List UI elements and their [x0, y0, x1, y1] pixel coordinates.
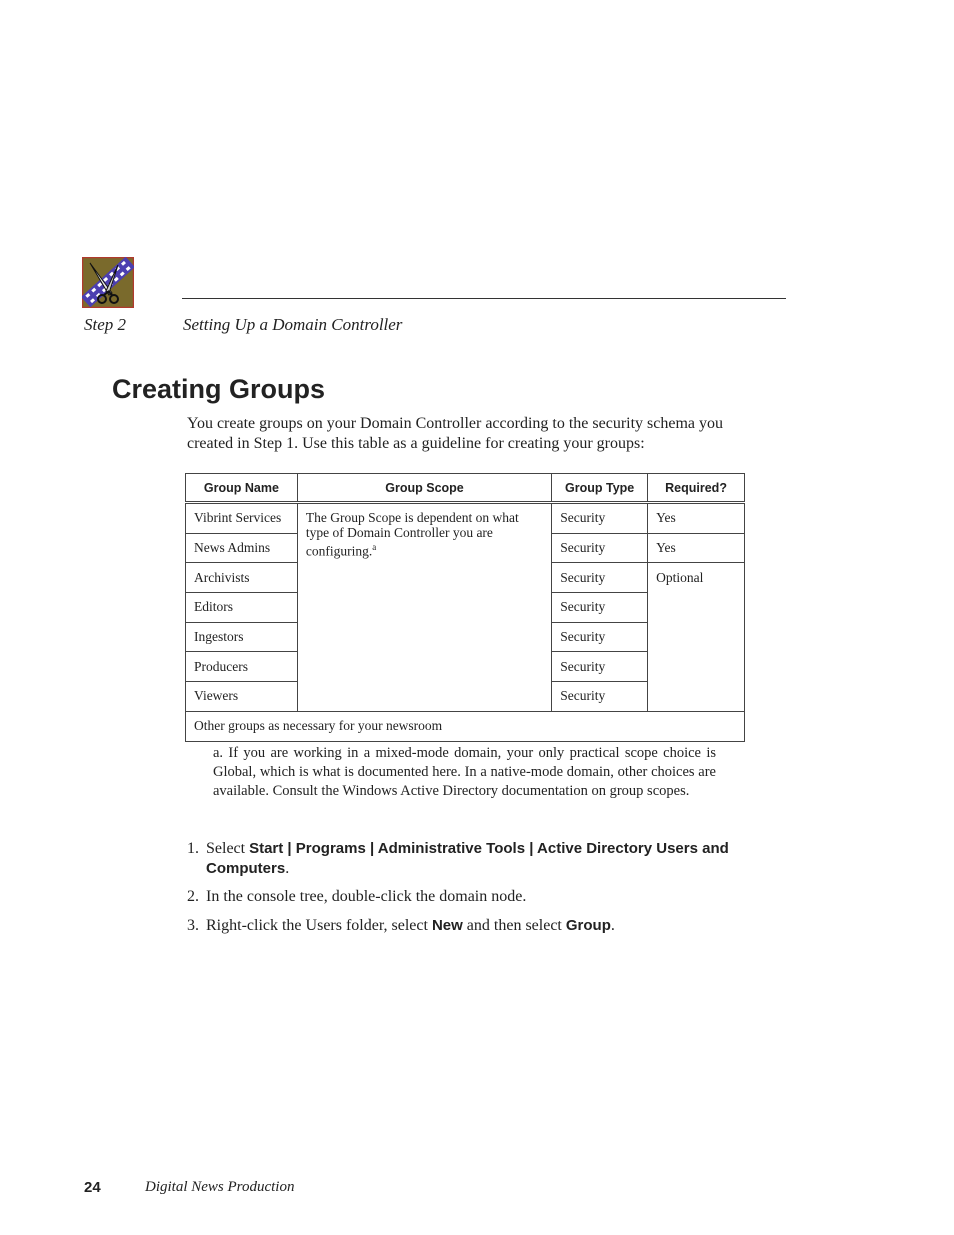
- group-type-cell: Security: [552, 593, 648, 623]
- table-header-row: [186, 474, 745, 503]
- step-text: In the console tree, double-click the domain node.: [206, 888, 527, 905]
- step-item: [187, 916, 732, 936]
- group-name-cell: Editors: [186, 593, 298, 623]
- steps-list: [187, 839, 732, 944]
- page-number: 24: [84, 1179, 101, 1196]
- table-footnote: a. If you are working in a mixed-mode domain, your only practical scope choice is Global, which is what is documented here. In a native-mode domain, other choices are available. Consult the Windows Active Directory documentation on group scopes.: [213, 745, 716, 799]
- other-groups-cell: Other groups as necessary for your newsroom: [186, 711, 745, 741]
- menu-path: Start | Programs | Administrative Tools | Active Directory Users and Computers: [206, 840, 729, 877]
- step-text: Select: [206, 840, 250, 857]
- group-name-cell: Ingestors: [186, 622, 298, 652]
- group-name-cell: News Admins: [186, 533, 298, 563]
- menu-command-new: New: [431, 916, 463, 934]
- group-type-cell: Security: [552, 682, 648, 712]
- group-name-cell: Viewers: [186, 682, 298, 712]
- table-row: [186, 503, 745, 534]
- step-text: Right-click the Users folder, select: [206, 916, 432, 934]
- step-text-mid: and then select: [462, 916, 566, 934]
- intro-paragraph: You create groups on your Domain Controller according to the security schema you created in Step 1. Use this table as a guideline for creating your groups:: [187, 415, 724, 452]
- step-number: 3.: [187, 916, 199, 934]
- step-text-end: .: [285, 859, 290, 877]
- group-type-cell: Security: [552, 622, 648, 652]
- header-group-scope: Group Scope: [297, 474, 551, 503]
- header-group-type: Group Type: [552, 474, 648, 503]
- group-name-cell: Vibrint Services: [186, 503, 298, 534]
- groups-table: [185, 473, 745, 742]
- step-item: [187, 887, 732, 907]
- required-cell: Yes: [648, 533, 745, 563]
- table-row-other: [186, 711, 745, 741]
- group-type-cell: Security: [552, 503, 648, 534]
- footer-title: Digital News Production: [145, 1179, 295, 1195]
- section-heading: Creating Groups: [112, 374, 326, 404]
- group-type-cell: Security: [552, 652, 648, 682]
- group-type-cell: Security: [552, 563, 648, 593]
- header-required: Required?: [648, 474, 745, 503]
- required-cell: Optional: [648, 563, 745, 711]
- group-name-cell: Producers: [186, 652, 298, 682]
- step-number: 1.: [187, 840, 199, 857]
- step-item: [187, 839, 732, 878]
- header-group-name: Group Name: [186, 474, 298, 503]
- step-number: 2.: [187, 888, 199, 905]
- group-name-cell: Archivists: [186, 563, 298, 593]
- step-label: Step 2: [84, 315, 127, 334]
- menu-command-group: Group: [565, 916, 611, 934]
- step-text-end: .: [610, 916, 615, 934]
- group-scope-cell: [297, 503, 551, 712]
- film-scissors-logo-icon: [82, 257, 134, 308]
- step-title: Setting Up a Domain Controller: [183, 315, 403, 334]
- required-cell: Yes: [648, 503, 745, 534]
- scope-footnote-marker: a: [372, 542, 377, 552]
- group-type-cell: Security: [552, 533, 648, 563]
- header-rule: [182, 298, 786, 299]
- scope-text: The Group Scope is dependent on what type of Domain Controller you are configuring.: [305, 510, 519, 559]
